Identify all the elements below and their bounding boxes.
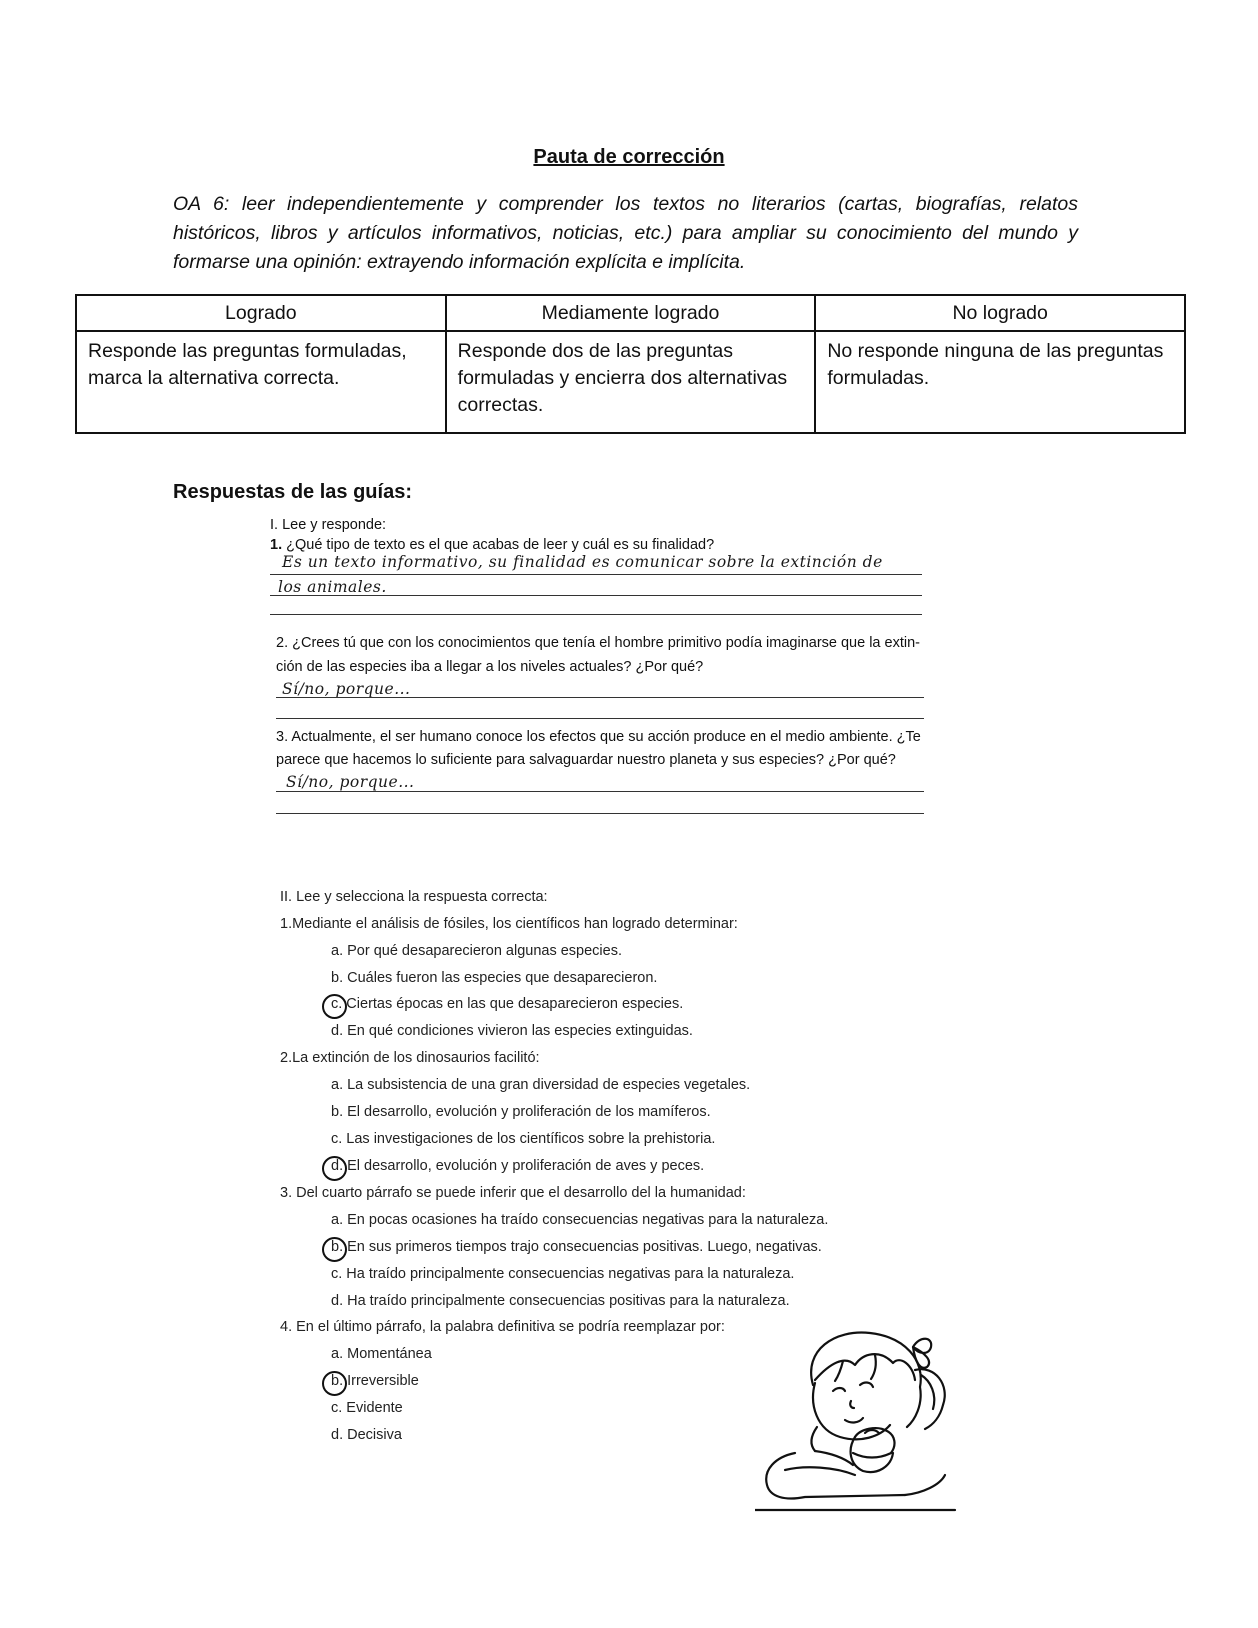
answer-line	[276, 697, 924, 698]
mc-question-1: 1.Mediante el análisis de fósiles, los científicos han logrado determinar:	[280, 916, 738, 932]
mc-q2-option-d: d. El desarrollo, evolución y proliferación de aves y peces.	[331, 1158, 705, 1174]
rubric-header-no-logrado: No logrado	[815, 295, 1185, 331]
question-3-line-2: parece que hacemos lo suficiente para salvaguardar nuestro planeta y sus especies? ¿Por qué?	[276, 752, 896, 768]
question-1-answer-line-2: los animales.	[278, 578, 387, 596]
mc-q4-option-d: d. Decisiva	[331, 1427, 402, 1443]
mc-q2-option-c: c. Las investigaciones de los científicos sobre la prehistoria.	[331, 1131, 716, 1147]
mc-q2-option-b: b. El desarrollo, evolución y proliferación de los mamíferos.	[331, 1104, 711, 1120]
mc-question-3: 3. Del cuarto párrafo se puede inferir que el desarrollo del la humanidad:	[280, 1185, 746, 1201]
question-3-answer: Sí/no, porque...	[286, 773, 415, 791]
rubric-header-mediamente: Mediamente logrado	[446, 295, 816, 331]
rubric-header-logrado: Logrado	[76, 295, 446, 331]
selected-answer-circle	[322, 1237, 347, 1262]
mc-q1-option-d: d. En qué condiciones vivieron las especies extinguidas.	[331, 1023, 693, 1039]
mc-q4-option-a: a. Momentánea	[331, 1346, 432, 1362]
selected-answer-circle	[322, 1371, 347, 1396]
page-title: Pauta de corrección	[533, 146, 725, 168]
mc-q3-option-c: c. Ha traído principalmente consecuencias negativas para la naturaleza.	[331, 1266, 795, 1282]
mc-q4-option-b: b. Irreversible	[331, 1373, 419, 1389]
mc-q3-option-b: b. En sus primeros tiempos trajo consecuencias positivas. Luego, negativas.	[331, 1239, 822, 1255]
rubric-body-row	[76, 331, 1185, 433]
thinking-girl-illustration	[755, 1325, 965, 1520]
answer-line	[270, 574, 922, 575]
answer-line	[276, 813, 924, 814]
mc-q1-option-c: c. Ciertas épocas en las que desaparecieron especies.	[331, 996, 684, 1012]
answers-heading: Respuestas de las guías:	[173, 481, 412, 503]
mc-q2-option-a: a. La subsistencia de una gran diversidad de especies vegetales.	[331, 1077, 751, 1093]
mc-q3-option-d: d. Ha traído principalmente consecuencias positivas para la naturaleza.	[331, 1293, 790, 1309]
section-1-title: I. Lee y responde:	[270, 517, 387, 533]
answer-line	[276, 718, 924, 719]
selected-answer-circle	[322, 994, 347, 1019]
answer-line	[276, 791, 924, 792]
mc-question-4: 4. En el último párrafo, la palabra definitiva se podría reemplazar por:	[280, 1319, 725, 1335]
answer-line	[270, 595, 922, 596]
rubric-header-row	[76, 295, 1185, 331]
mc-q1-option-a: a. Por qué desaparecieron algunas especies.	[331, 943, 622, 959]
question-2-line-2: ción de las especies iba a llegar a los niveles actuales? ¿Por qué?	[276, 659, 704, 675]
question-1-text: ¿Qué tipo de texto es el que acabas de leer y cuál es su finalidad?	[282, 537, 715, 553]
mc-q3-option-a: a. En pocas ocasiones ha traído consecuencias negativas para la naturaleza.	[331, 1212, 829, 1228]
mc-question-2: 2.La extinción de los dinosaurios facilitó:	[280, 1050, 540, 1066]
question-2-line-1: 2. ¿Crees tú que con los conocimientos que tenía el hombre primitivo podía imaginarse que la extin-	[276, 635, 920, 651]
question-1-number: 1.	[270, 537, 283, 553]
mc-q4-option-c: c. Evidente	[331, 1400, 403, 1416]
question-1-answer-line-1: Es un texto informativo, su finalidad es comunicar sobre la extinción de	[282, 553, 883, 571]
question-3-line-1: 3. Actualmente, el ser humano conoce los efectos que su acción produce en el medio ambiente. ¿Te	[276, 729, 921, 745]
mc-q1-option-b: b. Cuáles fueron las especies que desaparecieron.	[331, 970, 658, 986]
question-2-answer: Sí/no, porque...	[282, 680, 411, 698]
objective-text: OA 6: leer independientemente y comprender los textos no literarios (cartas, biografías, relatos históricos, libros y artículos informativos, noticias, etc.) para ampliar su conocimiento del mundo y formarse una opinión: extrayendo información explícita e implícita.	[173, 193, 1078, 273]
rubric-cell-logrado: Responde las preguntas formuladas, marca la alternativa correcta.	[76, 331, 446, 433]
section-2-title: II. Lee y selecciona la respuesta correcta:	[280, 889, 548, 905]
rubric-cell-no-logrado: No responde ninguna de las preguntas formuladas.	[815, 331, 1185, 433]
question-1	[270, 537, 940, 553]
rubric-table	[75, 294, 1186, 434]
answer-line	[270, 614, 922, 615]
rubric-cell-mediamente: Responde dos de las preguntas formuladas y encierra dos alternativas correctas.	[446, 331, 816, 433]
selected-answer-circle	[322, 1156, 347, 1181]
